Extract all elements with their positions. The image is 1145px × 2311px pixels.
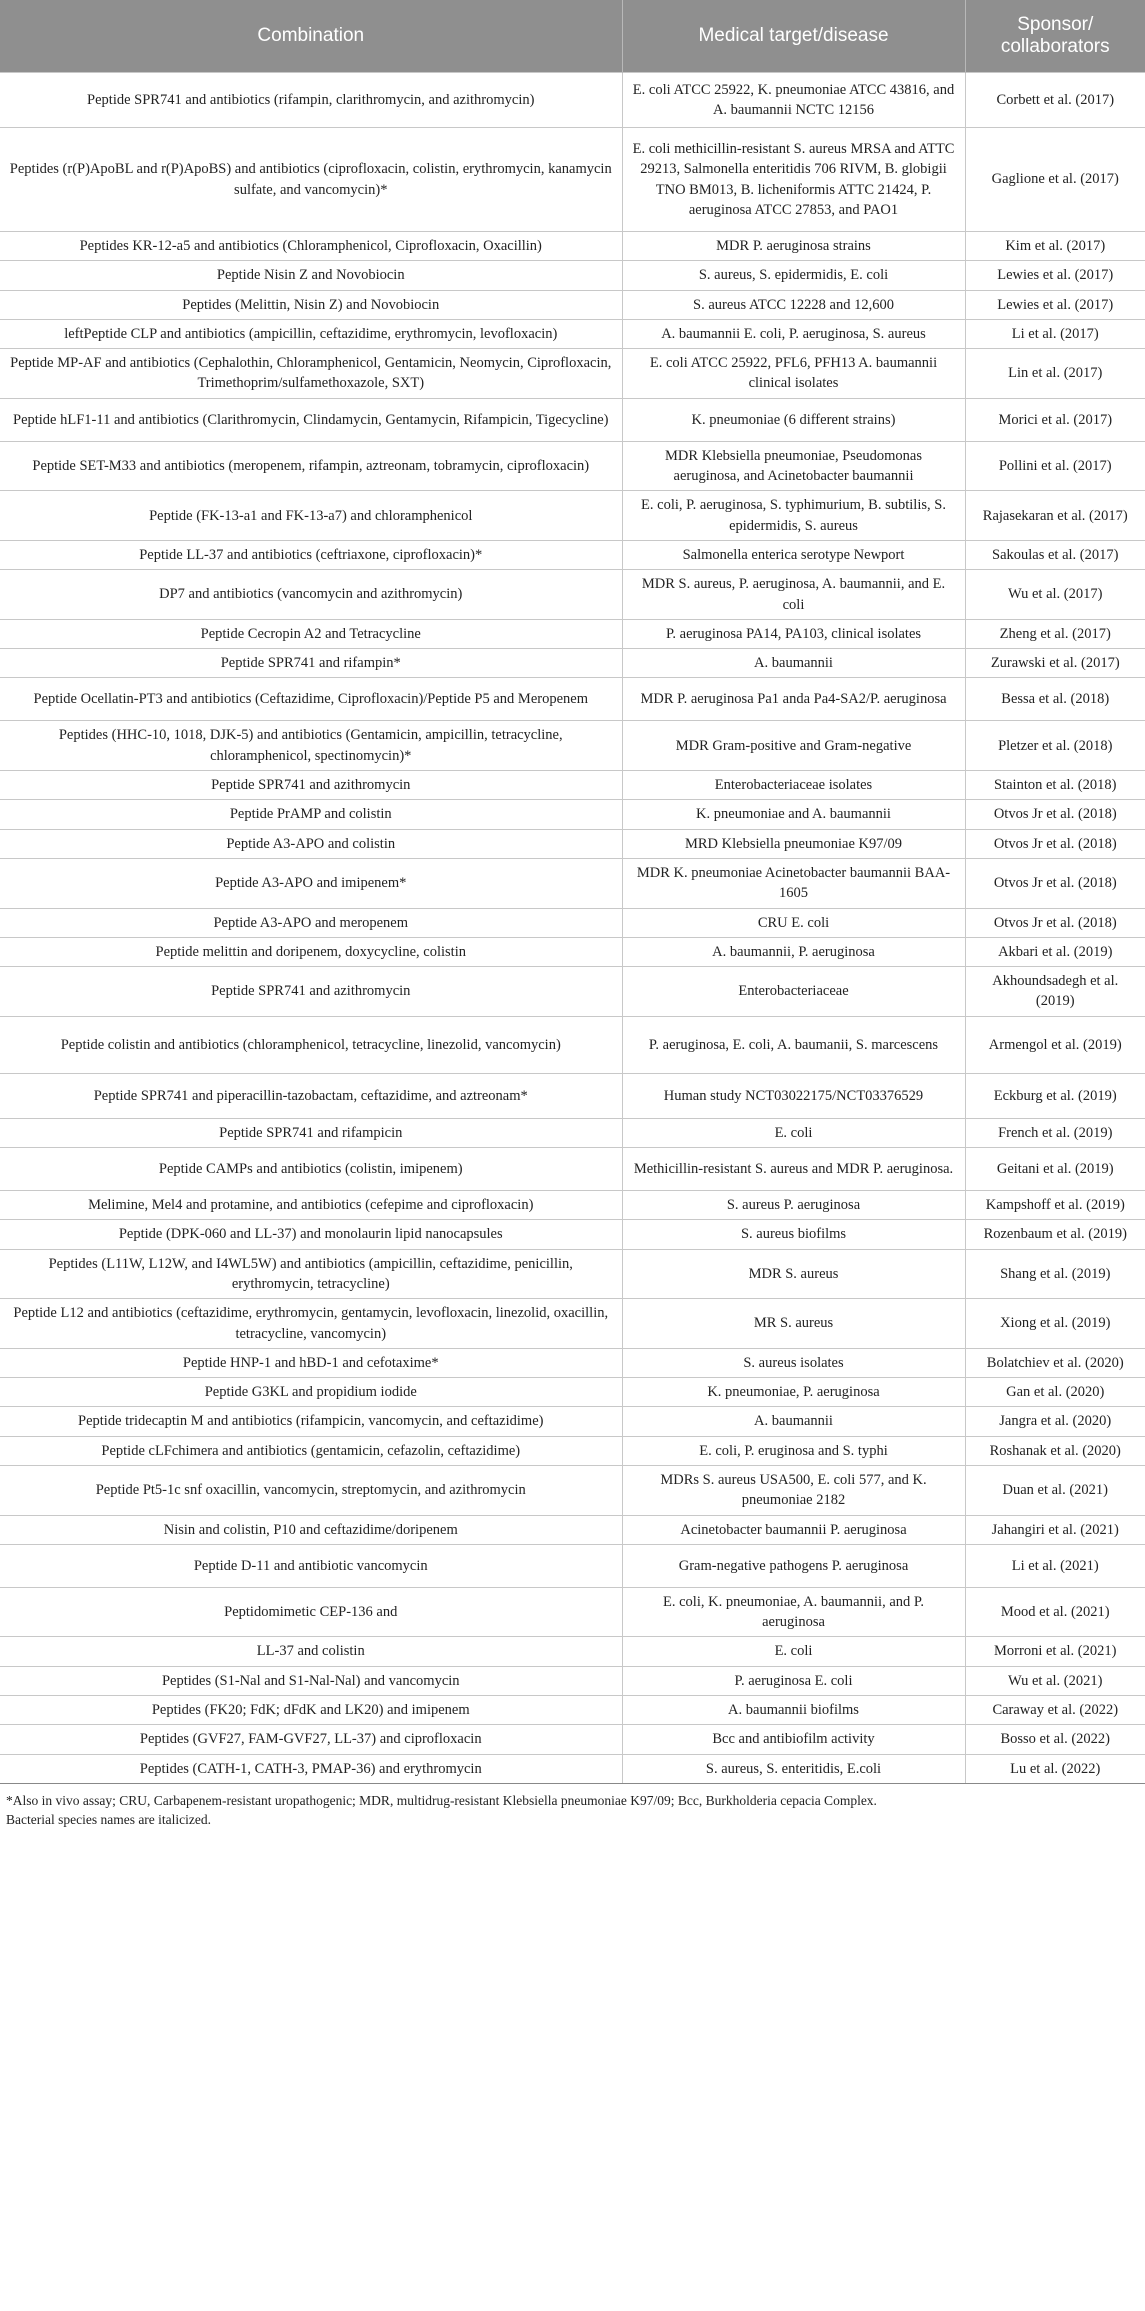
table-row — [0, 1544, 1145, 1587]
sponsor-cell: Wu et al. (2017) — [965, 570, 1145, 620]
table-row — [0, 858, 1145, 908]
medical-target-cell: MDRs S. aureus USA500, E. coli 577, and K. pneumoniae 2182 — [622, 1465, 965, 1515]
combination-cell: Peptide L12 and antibiotics (ceftazidime, erythromycin, gentamycin, levofloxacin, linezolid, oxacillin, tetracycline, vancomycin) — [0, 1299, 622, 1349]
sponsor-cell: Li et al. (2017) — [965, 319, 1145, 348]
medical-target-cell: Salmonella enterica serotype Newport — [622, 540, 965, 569]
sponsor-cell: Shang et al. (2019) — [965, 1249, 1145, 1299]
table-body — [0, 73, 1145, 1784]
table-row — [0, 1407, 1145, 1436]
table-row — [0, 619, 1145, 648]
table-row — [0, 1118, 1145, 1147]
medical-target-cell: E. coli, P. eruginosa and S. typhi — [622, 1436, 965, 1465]
sponsor-cell: Corbett et al. (2017) — [965, 73, 1145, 128]
sponsor-cell: Bosso et al. (2022) — [965, 1725, 1145, 1754]
medical-target-cell: MDR K. pneumoniae Acinetobacter baumannii BAA-1605 — [622, 858, 965, 908]
combination-cell: Peptide melittin and doripenem, doxycycline, colistin — [0, 937, 622, 966]
table-row — [0, 1148, 1145, 1191]
table-row — [0, 1587, 1145, 1637]
table-row — [0, 1465, 1145, 1515]
header-medical-target: Medical target/disease — [622, 0, 965, 73]
sponsor-cell: Kim et al. (2017) — [965, 232, 1145, 261]
footnote-italic-note: Bacterial species names are italicized. — [6, 1811, 212, 1827]
medical-target-cell: MDR S. aureus — [622, 1249, 965, 1299]
table-row — [0, 649, 1145, 678]
table-row — [0, 290, 1145, 319]
sponsor-cell: Wu et al. (2021) — [965, 1666, 1145, 1695]
medical-target-cell: P. aeruginosa E. coli — [622, 1666, 965, 1695]
sponsor-cell: Rajasekaran et al. (2017) — [965, 491, 1145, 541]
combination-cell: Melimine, Mel4 and protamine, and antibiotics (cefepime and ciprofloxacin) — [0, 1191, 622, 1220]
medical-target-cell: Methicillin-resistant S. aureus and MDR P. aeruginosa. — [622, 1148, 965, 1191]
combination-cell: Peptides (HHC-10, 1018, DJK-5) and antibiotics (Gentamicin, ampicillin, tetracycline, chloramphenicol, spectinomycin)* — [0, 721, 622, 771]
combination-cell: Peptide HNP-1 and hBD-1 and cefotaxime* — [0, 1348, 622, 1377]
combination-cell: Peptide LL-37 and antibiotics (ceftriaxone, ciprofloxacin)* — [0, 540, 622, 569]
sponsor-cell: Sakoulas et al. (2017) — [965, 540, 1145, 569]
table-row — [0, 1220, 1145, 1249]
medical-target-cell: E. coli — [622, 1637, 965, 1666]
combination-cell: Peptide A3-APO and colistin — [0, 829, 622, 858]
table-row — [0, 908, 1145, 937]
sponsor-cell: Pollini et al. (2017) — [965, 441, 1145, 491]
sponsor-cell: Morici et al. (2017) — [965, 398, 1145, 441]
medical-target-cell: Human study NCT03022175/NCT03376529 — [622, 1073, 965, 1118]
table-row — [0, 1016, 1145, 1073]
combination-cell: Peptides (CATH-1, CATH-3, PMAP-36) and erythromycin — [0, 1754, 622, 1783]
sponsor-cell: Gan et al. (2020) — [965, 1378, 1145, 1407]
combination-cell: Peptides KR-12-a5 and antibiotics (Chloramphenicol, Ciprofloxacin, Oxacillin) — [0, 232, 622, 261]
medical-target-cell: K. pneumoniae and A. baumannii — [622, 800, 965, 829]
medical-target-cell: Acinetobacter baumannii P. aeruginosa — [622, 1515, 965, 1544]
sponsor-cell: Caraway et al. (2022) — [965, 1696, 1145, 1725]
combination-cell: Peptide A3-APO and imipenem* — [0, 858, 622, 908]
combination-cell: Nisin and colistin, P10 and ceftazidime/doripenem — [0, 1515, 622, 1544]
table-footnotes — [0, 1784, 1145, 1830]
combination-cell: Peptides (S1-Nal and S1-Nal-Nal) and vancomycin — [0, 1666, 622, 1695]
sponsor-cell: Akhoundsadegh et al. (2019) — [965, 967, 1145, 1017]
table-row — [0, 73, 1145, 128]
sponsor-cell: Li et al. (2021) — [965, 1544, 1145, 1587]
table-row — [0, 937, 1145, 966]
combination-cell: Peptide Cecropin A2 and Tetracycline — [0, 619, 622, 648]
sponsor-cell: Otvos Jr et al. (2018) — [965, 858, 1145, 908]
table-row — [0, 441, 1145, 491]
table-row — [0, 232, 1145, 261]
sponsor-cell: Jahangiri et al. (2021) — [965, 1515, 1145, 1544]
medical-target-cell: P. aeruginosa PA14, PA103, clinical isolates — [622, 619, 965, 648]
table-row — [0, 491, 1145, 541]
medical-target-cell: Bcc and antibiofilm activity — [622, 1725, 965, 1754]
combination-cell: LL-37 and colistin — [0, 1637, 622, 1666]
combination-cell: Peptide D-11 and antibiotic vancomycin — [0, 1544, 622, 1587]
table-row — [0, 1725, 1145, 1754]
medical-target-cell: E. coli methicillin-resistant S. aureus MRSA and ATTC 29213, Salmonella enteritidis 706 RIVM, B. globigii TNO BM013, B. licheniformis ATTC 21424, P. aeruginosa ATCC 27853, and PAO1 — [622, 128, 965, 232]
sponsor-cell: Geitani et al. (2019) — [965, 1148, 1145, 1191]
combination-cell: Peptide cLFchimera and antibiotics (gentamicin, cefazolin, ceftazidime) — [0, 1436, 622, 1465]
medical-target-cell: E. coli, K. pneumoniae, A. baumannii, and P. aeruginosa — [622, 1587, 965, 1637]
sponsor-cell: Roshanak et al. (2020) — [965, 1436, 1145, 1465]
medical-target-cell: MDR Klebsiella pneumoniae, Pseudomonas aeruginosa, and Acinetobacter baumannii — [622, 441, 965, 491]
table-row — [0, 261, 1145, 290]
medical-target-cell: CRU E. coli — [622, 908, 965, 937]
medical-target-cell: S. aureus ATCC 12228 and 12,600 — [622, 290, 965, 319]
table-row — [0, 771, 1145, 800]
table-row — [0, 128, 1145, 232]
table-row — [0, 1191, 1145, 1220]
combination-cell: Peptide MP-AF and antibiotics (Cephalothin, Chloramphenicol, Gentamicin, Neomycin, Ciprofloxacin, Trimethoprim/sulfamethoxazole, SXT) — [0, 349, 622, 399]
table-row — [0, 1073, 1145, 1118]
medical-target-cell: S. aureus isolates — [622, 1348, 965, 1377]
table-row — [0, 967, 1145, 1017]
medical-target-cell: A. baumannii, P. aeruginosa — [622, 937, 965, 966]
table-row — [0, 1696, 1145, 1725]
table-row — [0, 1515, 1145, 1544]
sponsor-cell: French et al. (2019) — [965, 1118, 1145, 1147]
combination-cell: Peptide Ocellatin-PT3 and antibiotics (Ceftazidime, Ciprofloxacin)/Peptide P5 and Meropenem — [0, 678, 622, 721]
table-row — [0, 1348, 1145, 1377]
medical-target-cell: Enterobacteriaceae — [622, 967, 965, 1017]
header-combination: Combination — [0, 0, 622, 73]
medical-target-cell: E. coli ATCC 25922, PFL6, PFH13 A. baumannii clinical isolates — [622, 349, 965, 399]
combination-cell: Peptides (GVF27, FAM-GVF27, LL-37) and ciprofloxacin — [0, 1725, 622, 1754]
medical-target-cell: Gram-negative pathogens P. aeruginosa — [622, 1544, 965, 1587]
medical-target-cell: S. aureus, S. enteritidis, E.coli — [622, 1754, 965, 1783]
combination-cell: Peptide Nisin Z and Novobiocin — [0, 261, 622, 290]
sponsor-cell: Kampshoff et al. (2019) — [965, 1191, 1145, 1220]
medical-target-cell: S. aureus, S. epidermidis, E. coli — [622, 261, 965, 290]
header-sponsor: Sponsor/ collaborators — [965, 0, 1145, 73]
sponsor-cell: Lu et al. (2022) — [965, 1754, 1145, 1783]
table-row — [0, 800, 1145, 829]
combination-cell: Peptide Pt5-1c snf oxacillin, vancomycin, streptomycin, and azithromycin — [0, 1465, 622, 1515]
medical-target-cell: K. pneumoniae (6 different strains) — [622, 398, 965, 441]
medical-target-cell: A. baumannii E. coli, P. aeruginosa, S. aureus — [622, 319, 965, 348]
combination-cell: Peptide SPR741 and rifampin* — [0, 649, 622, 678]
table-row — [0, 1666, 1145, 1695]
sponsor-cell: Lewies et al. (2017) — [965, 261, 1145, 290]
table-row — [0, 570, 1145, 620]
combination-cell: Peptide SPR741 and azithromycin — [0, 967, 622, 1017]
sponsor-cell: Pletzer et al. (2018) — [965, 721, 1145, 771]
medical-target-cell: MDR Gram-positive and Gram-negative — [622, 721, 965, 771]
medical-target-cell: A. baumannii — [622, 1407, 965, 1436]
sponsor-cell: Bolatchiev et al. (2020) — [965, 1348, 1145, 1377]
medical-target-cell: MDR P. aeruginosa Pa1 anda Pa4-SA2/P. aeruginosa — [622, 678, 965, 721]
combination-cell: Peptide G3KL and propidium iodide — [0, 1378, 622, 1407]
medical-target-cell: A. baumannii biofilms — [622, 1696, 965, 1725]
medical-target-cell: MR S. aureus — [622, 1299, 965, 1349]
table-row — [0, 1299, 1145, 1349]
table-row — [0, 1436, 1145, 1465]
sponsor-cell: Zheng et al. (2017) — [965, 619, 1145, 648]
sponsor-cell: Xiong et al. (2019) — [965, 1299, 1145, 1349]
medical-target-cell: A. baumannii — [622, 649, 965, 678]
sponsor-cell: Otvos Jr et al. (2018) — [965, 829, 1145, 858]
sponsor-cell: Zurawski et al. (2017) — [965, 649, 1145, 678]
combination-cell: Peptide (DPK-060 and LL-37) and monolaurin lipid nanocapsules — [0, 1220, 622, 1249]
medical-target-cell: E. coli, P. aeruginosa, S. typhimurium, B. subtilis, S. epidermidis, S. aureus — [622, 491, 965, 541]
table-header-row — [0, 0, 1145, 73]
sponsor-cell: Duan et al. (2021) — [965, 1465, 1145, 1515]
sponsor-cell: Lin et al. (2017) — [965, 349, 1145, 399]
combination-cell: Peptide SPR741 and antibiotics (rifampin, clarithromycin, and azithromycin) — [0, 73, 622, 128]
medical-target-cell: E. coli ATCC 25922, K. pneumoniae ATCC 43816, and A. baumannii NCTC 12156 — [622, 73, 965, 128]
combination-cell: Peptides (r(P)ApoBL and r(P)ApoBS) and antibiotics (ciprofloxacin, colistin, erythromycin, kanamycin sulfate, and vancomycin)* — [0, 128, 622, 232]
sponsor-cell: Rozenbaum et al. (2019) — [965, 1220, 1145, 1249]
table-row — [0, 829, 1145, 858]
medical-target-cell: MRD Klebsiella pneumoniae K97/09 — [622, 829, 965, 858]
table-row — [0, 1637, 1145, 1666]
sponsor-cell: Morroni et al. (2021) — [965, 1637, 1145, 1666]
medical-target-cell: MDR P. aeruginosa strains — [622, 232, 965, 261]
sponsor-cell: Akbari et al. (2019) — [965, 937, 1145, 966]
medical-target-cell: MDR S. aureus, P. aeruginosa, A. baumannii, and E. coli — [622, 570, 965, 620]
sponsor-cell: Gaglione et al. (2017) — [965, 128, 1145, 232]
sponsor-cell: Otvos Jr et al. (2018) — [965, 800, 1145, 829]
sponsor-cell: Otvos Jr et al. (2018) — [965, 908, 1145, 937]
sponsor-cell: Bessa et al. (2018) — [965, 678, 1145, 721]
sponsor-cell: Jangra et al. (2020) — [965, 1407, 1145, 1436]
combination-cell: Peptide CAMPs and antibiotics (colistin, imipenem) — [0, 1148, 622, 1191]
sponsor-cell: Stainton et al. (2018) — [965, 771, 1145, 800]
table-row — [0, 349, 1145, 399]
sponsor-cell: Lewies et al. (2017) — [965, 290, 1145, 319]
table-row — [0, 540, 1145, 569]
combination-cell: Peptide SPR741 and azithromycin — [0, 771, 622, 800]
table-row — [0, 1378, 1145, 1407]
combination-cell: Peptide colistin and antibiotics (chloramphenicol, tetracycline, linezolid, vancomycin) — [0, 1016, 622, 1073]
table-row — [0, 678, 1145, 721]
combination-cell: Peptide tridecaptin M and antibiotics (rifampicin, vancomycin, and ceftazidime) — [0, 1407, 622, 1436]
combination-cell: Peptide hLF1-11 and antibiotics (Clarithromycin, Clindamycin, Gentamycin, Rifampicin, Tigecycline) — [0, 398, 622, 441]
medical-target-cell: S. aureus biofilms — [622, 1220, 965, 1249]
combination-cell: Peptide SET-M33 and antibiotics (meropenem, rifampin, aztreonam, tobramycin, ciprofloxacin) — [0, 441, 622, 491]
combination-cell: Peptide A3-APO and meropenem — [0, 908, 622, 937]
medical-target-cell: S. aureus P. aeruginosa — [622, 1191, 965, 1220]
combination-cell: Peptides (L11W, L12W, and I4WL5W) and antibiotics (ampicillin, ceftazidime, penicillin, erythromycin, tetracycline) — [0, 1249, 622, 1299]
combination-cell: Peptide SPR741 and piperacillin-tazobactam, ceftazidime, and aztreonam* — [0, 1073, 622, 1118]
combination-cell: Peptide PrAMP and colistin — [0, 800, 622, 829]
combination-cell: leftPeptide CLP and antibiotics (ampicillin, ceftazidime, erythromycin, levofloxacin) — [0, 319, 622, 348]
combination-cell: Peptide SPR741 and rifampicin — [0, 1118, 622, 1147]
sponsor-cell: Mood et al. (2021) — [965, 1587, 1145, 1637]
table-row — [0, 319, 1145, 348]
footnote-abbreviations: *Also in vivo assay; CRU, Carbapenem-resistant uropathogenic; MDR, multidrug-resistant Klebsiella pneumoniae K97/09; Bcc, Burkholderia cepacia Complex. — [6, 1792, 877, 1808]
table-row — [0, 721, 1145, 771]
combination-cell: Peptidomimetic CEP-136 and — [0, 1587, 622, 1637]
combination-cell: Peptides (Melittin, Nisin Z) and Novobiocin — [0, 290, 622, 319]
table-row — [0, 1249, 1145, 1299]
combination-cell: Peptide (FK-13-a1 and FK-13-a7) and chloramphenicol — [0, 491, 622, 541]
medical-target-cell: P. aeruginosa, E. coli, A. baumanii, S. marcescens — [622, 1016, 965, 1073]
medical-target-cell: Enterobacteriaceae isolates — [622, 771, 965, 800]
sponsor-cell: Armengol et al. (2019) — [965, 1016, 1145, 1073]
combination-cell: DP7 and antibiotics (vancomycin and azithromycin) — [0, 570, 622, 620]
table-row — [0, 398, 1145, 441]
medical-target-cell: E. coli — [622, 1118, 965, 1147]
combination-cell: Peptides (FK20; FdK; dFdK and LK20) and imipenem — [0, 1696, 622, 1725]
medical-target-cell: K. pneumoniae, P. aeruginosa — [622, 1378, 965, 1407]
table-row — [0, 1754, 1145, 1783]
sponsor-cell: Eckburg et al. (2019) — [965, 1073, 1145, 1118]
